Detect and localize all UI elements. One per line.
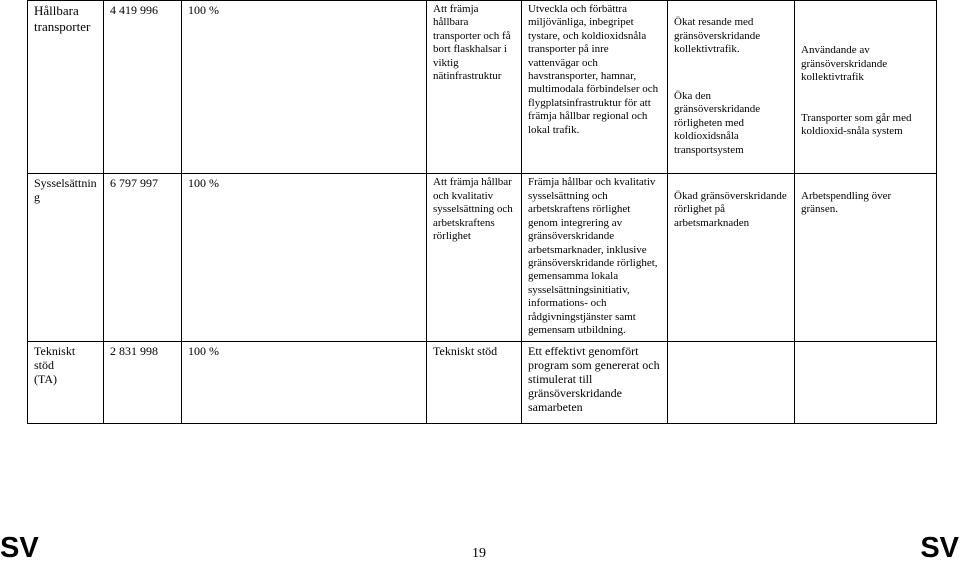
cell-amount: 4 419 996 — [104, 1, 182, 174]
indicator-text: Arbetspendling över gränsen. — [801, 189, 892, 216]
cell-priority: Främja hållbar och kvalitativ sysselsättning och arbetskraftens rörlighet genom integrering av gränsöverskridande arbetsmarknader, inklusive gränsöverskridande rörlighet, gemensamma lokala sysselsättningsinitiativ, informations- och rådgivningstjänster samt gemensam utbildning. — [522, 174, 668, 342]
cell-amount: 2 831 998 — [104, 342, 182, 424]
table-row — [28, 342, 937, 424]
result-text: Ökat resande med gränsöverskridande kollektivtrafik. — [674, 16, 761, 56]
cell-theme: Hållbara transporter — [28, 1, 104, 174]
cell-priority: Ett effektivt genomfört program som genererat och stimulerat till gränsöverskridande samarbeten — [522, 342, 668, 424]
indicator-text: Transporter som går med koldioxid-snåla system — [801, 112, 912, 138]
cell-theme: Sysselsättning — [28, 174, 104, 342]
cell-results — [668, 1, 795, 174]
cell-indicators — [795, 174, 937, 342]
cell-objective: Tekniskt stöd — [427, 342, 522, 424]
cell-percent: 100 % — [182, 1, 427, 174]
cell-percent: 100 % — [182, 342, 427, 424]
cell-indicators — [795, 1, 937, 174]
cell-theme: Tekniskt stöd (TA) — [28, 342, 104, 424]
result-text: Öka den gränsöverskridande rörligheten med koldioxidsnåla transportsystem — [674, 90, 761, 156]
page-number: 19 — [472, 546, 486, 561]
programme-table — [27, 0, 937, 424]
table-row — [28, 1, 937, 174]
cell-objective: Att främja hållbar och kvalitativ sysselsättning och arbetskraftens rörlighet — [427, 174, 522, 342]
cell-objective: Att främja hållbara transporter och få bort flaskhalsar i viktig nätinfrastruktur — [427, 1, 522, 174]
cell-percent: 100 % — [182, 174, 427, 342]
table-row — [28, 174, 937, 342]
cell-results — [668, 174, 795, 342]
cell-amount: 6 797 997 — [104, 174, 182, 342]
indicator-text: Användande av gränsöverskridande kollektivtrafik — [801, 44, 888, 84]
cell-results — [668, 342, 795, 424]
result-text: Ökad gränsöverskridande rörlighet på arbetsmarknaden — [674, 189, 787, 229]
footer-language-label-right: SV — [920, 532, 959, 564]
cell-indicators — [795, 342, 937, 424]
footer-language-label-left: SV — [0, 532, 39, 564]
cell-priority: Utveckla och förbättra miljövänliga, inbegripet tystare, och koldioxidsnåla transporter på inre vattenvägar och havstransporter, hamnar, multimodala förbindelser och flygplatsinfrastruktur för att främja hållbar regional och lokal trafik. — [522, 1, 668, 174]
